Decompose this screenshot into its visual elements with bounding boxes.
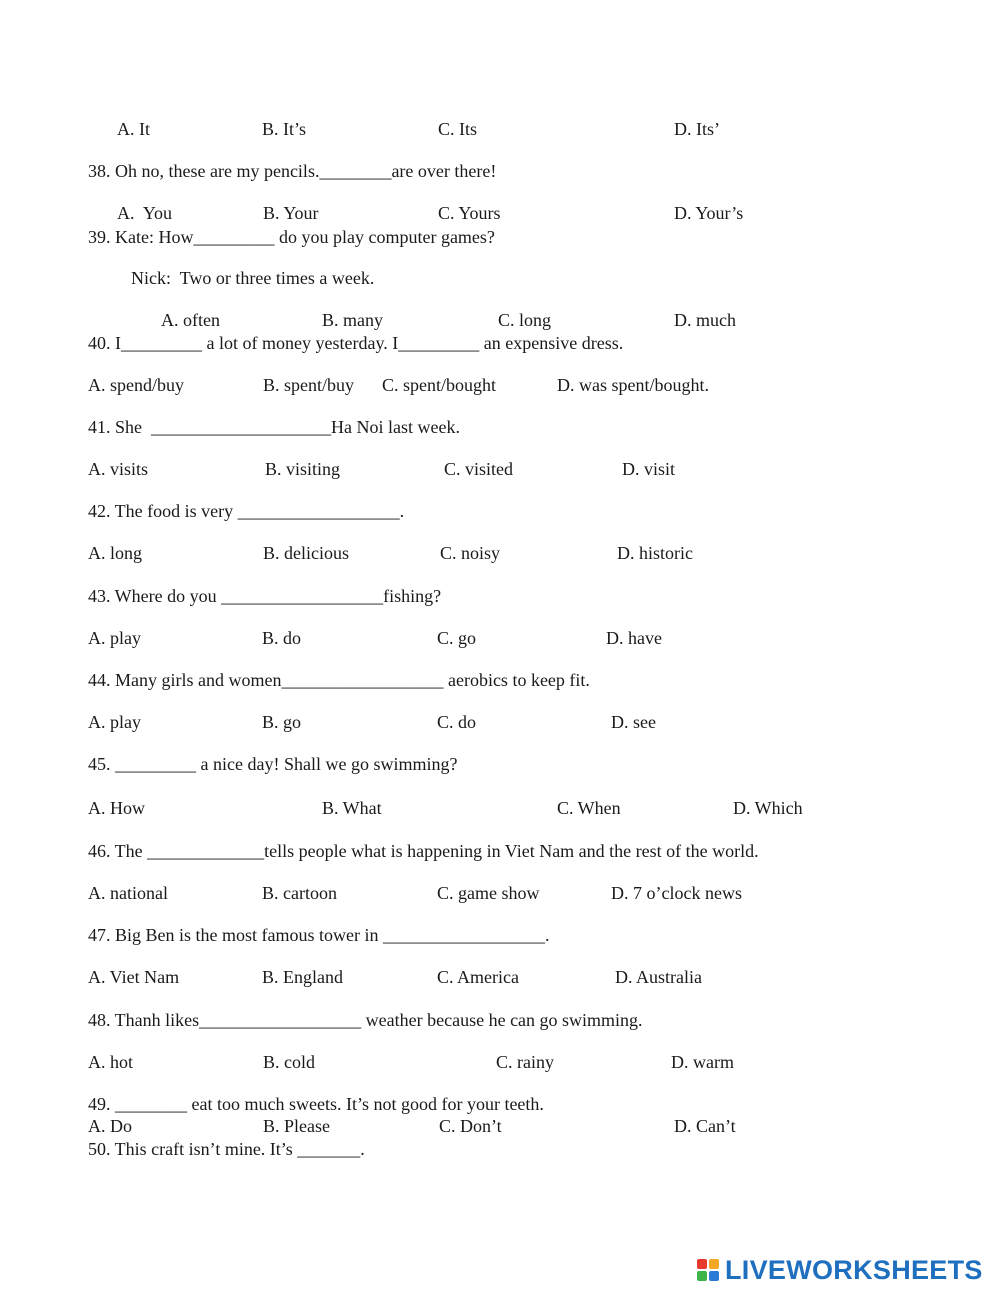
q49-text: 49. ________ eat too much sweets. It’s not good for your teeth. — [88, 1094, 544, 1114]
q44-option-a: A. play — [88, 712, 141, 732]
q42-option-d: D. historic — [617, 543, 693, 563]
q44-option-b: B. go — [262, 712, 302, 732]
q47-option-a: A. Viet Nam — [88, 967, 180, 987]
q39-option-c: C. long — [498, 310, 552, 330]
q43-option-a: A. play — [88, 628, 141, 648]
q46-option-a: A. national — [88, 883, 168, 903]
q43-option-b: B. do — [262, 628, 302, 648]
q44-option-d: D. see — [611, 712, 656, 732]
q37-option-c: C. Its — [438, 119, 478, 139]
q38-option-c: C. Yours — [438, 203, 501, 223]
logo-square-blue — [709, 1271, 719, 1281]
q49-option-d: D. Can’t — [674, 1116, 736, 1136]
q40-option-a: A. spend/buy — [88, 375, 184, 395]
q48-text: 48. Thanh likes__________________ weather because he can go swimming. — [88, 1010, 643, 1030]
q46-option-d: D. 7 o’clock news — [611, 883, 742, 903]
q39-option-b: B. many — [322, 310, 383, 330]
q46-option-c: C. game show — [437, 883, 540, 903]
q42-option-b: B. delicious — [263, 543, 349, 563]
logo-square-green — [697, 1271, 707, 1281]
q39-option-a: A. often — [161, 310, 220, 330]
q38-text: 38. Oh no, these are my pencils.________are over there! — [88, 161, 497, 181]
q43-option-d: D. have — [606, 628, 662, 648]
q43-option-c: C. go — [437, 628, 477, 648]
q47-text: 47. Big Ben is the most famous tower in __________________. — [88, 925, 550, 945]
q44-text: 44. Many girls and women__________________ aerobics to keep fit. — [88, 670, 590, 690]
q48-option-c: C. rainy — [496, 1052, 554, 1072]
q47-option-c: C. America — [437, 967, 519, 987]
q37-option-d: D. Its’ — [674, 119, 720, 139]
q45-option-a: A. How — [88, 798, 145, 818]
logo-square-red — [697, 1259, 707, 1269]
q42-text: 42. The food is very __________________. — [88, 501, 405, 521]
q38-option-a: A. You — [117, 203, 173, 223]
q49-option-a: A. Do — [88, 1116, 132, 1136]
liveworksheets-logo[interactable] — [697, 1253, 983, 1287]
q43-text: 43. Where do you __________________fishing? — [88, 586, 442, 606]
q45-option-c: C. When — [557, 798, 621, 818]
q38-option-b: B. Your — [263, 203, 319, 223]
q40-option-b: B. spent/buy — [263, 375, 355, 395]
q41-text: 41. She ____________________Ha Noi last week. — [88, 417, 460, 437]
q42-option-c: C. noisy — [440, 543, 501, 563]
logo-square-orange — [709, 1259, 719, 1269]
q41-option-b: B. visiting — [265, 459, 341, 479]
q41-option-d: D. visit — [622, 459, 676, 479]
q49-option-b: B. Please — [263, 1116, 330, 1136]
q46-text: 46. The _____________tells people what is happening in Viet Nam and the rest of the world. — [88, 841, 759, 861]
q39-text: 39. Kate: How_________ do you play computer games? — [88, 227, 495, 247]
q49-option-c: C. Don’t — [439, 1116, 502, 1136]
q41-option-c: C. visited — [444, 459, 514, 479]
q45-option-b: B. What — [322, 798, 382, 818]
q39-nick-line: Nick: Two or three times a week. — [131, 268, 375, 288]
q48-option-d: D. warm — [671, 1052, 734, 1072]
q48-option-b: B. cold — [263, 1052, 315, 1072]
q40-option-c: C. spent/bought — [382, 375, 497, 395]
q48-option-a: A. hot — [88, 1052, 133, 1072]
q46-option-b: B. cartoon — [262, 883, 337, 903]
q50-text: 50. This craft isn’t mine. It’s _______. — [88, 1139, 365, 1159]
q40-option-d: D. was spent/bought. — [557, 375, 709, 395]
q37-option-a: A. It — [117, 119, 150, 139]
q37-option-b: B. It’s — [262, 119, 307, 139]
q38-option-d: D. Your’s — [674, 203, 744, 223]
logo-mark-icon — [697, 1259, 719, 1281]
q39-option-d: D. much — [674, 310, 736, 330]
q45-text: 45. _________ a nice day! Shall we go swimming? — [88, 754, 458, 774]
q41-option-a: A. visits — [88, 459, 149, 479]
q47-option-d: D. Australia — [615, 967, 702, 987]
logo-text: LIVEWORKSHEETS — [725, 1254, 983, 1285]
q40-text: 40. I_________ a lot of money yesterday. I_________ an expensive dress. — [88, 333, 624, 353]
q42-option-a: A. long — [88, 543, 142, 563]
q47-option-b: B. England — [262, 967, 343, 987]
q45-option-d: D. Which — [733, 798, 803, 818]
q44-option-c: C. do — [437, 712, 477, 732]
